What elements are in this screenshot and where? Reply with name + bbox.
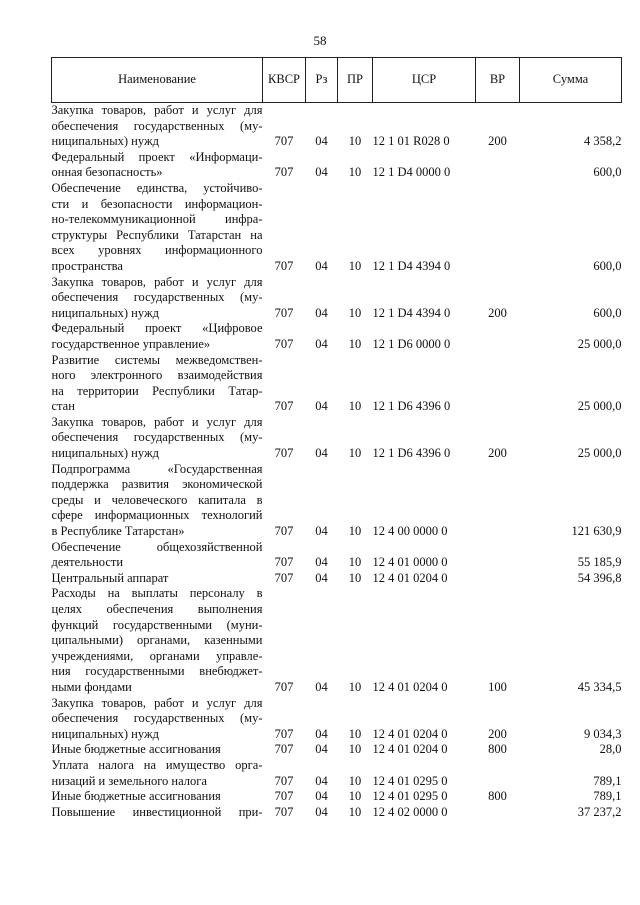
name-line: ния государственными внебюджет- — [51, 664, 263, 679]
table-row — [52, 415, 622, 462]
cell-rz: 04 — [315, 305, 328, 320]
cell-rz: 04 — [315, 742, 328, 757]
cell-pr: 10 — [348, 336, 362, 351]
table-header-row — [52, 58, 622, 103]
cell-csr: 12 4 01 0204 0 — [372, 570, 448, 585]
cell-csr: 12 1 D6 4396 0 — [372, 399, 451, 414]
name-line: на территории Республики Татар- — [51, 383, 263, 398]
cell-name — [52, 696, 263, 743]
cell-rz: 04 — [315, 804, 328, 819]
name-line: деятельности — [51, 555, 124, 570]
cell-kvsr: 707 — [274, 570, 294, 585]
name-line: обеспечения государственных (му- — [51, 118, 263, 133]
cell-csr: 12 4 01 0204 0 — [372, 679, 448, 694]
cell-vr — [476, 181, 520, 275]
name-line: но-телекоммуникационной инфра- — [51, 212, 263, 227]
cell-name — [52, 150, 263, 181]
name-line: обеспечения государственных (му- — [51, 290, 263, 305]
cell-name — [52, 353, 263, 415]
cell-vr — [476, 571, 520, 587]
name-line: в Республике Татарстан» — [51, 524, 185, 539]
cell-vr — [476, 353, 520, 415]
cell-rz: 04 — [315, 555, 328, 570]
cell-kvsr: 707 — [274, 742, 294, 757]
name-line: Закупка товаров, работ и услуг для — [51, 695, 263, 710]
name-line: Иные бюджетные ассигнования — [51, 789, 221, 804]
cell-rz: 04 — [315, 258, 328, 273]
cell-sum: 789,1 — [593, 773, 622, 788]
cell-csr: 12 4 02 0000 0 — [372, 804, 448, 819]
cell-name — [52, 805, 263, 821]
cell-name — [52, 586, 263, 695]
cell-vr — [476, 758, 520, 789]
table-row — [52, 758, 622, 789]
cell-csr: 12 1 D4 4394 0 — [372, 305, 451, 320]
name-line: всех уровнях информационного — [51, 243, 263, 258]
cell-kvsr: 707 — [274, 258, 294, 273]
cell-rz: 04 — [315, 789, 328, 804]
name-line: Центральный аппарат — [51, 570, 169, 585]
cell-vr: 800 — [488, 789, 507, 804]
cell-sum: 600,0 — [593, 258, 622, 273]
cell-kvsr: 707 — [274, 773, 294, 788]
name-line: ципальными) органами, казенными — [51, 633, 263, 648]
cell-pr: 10 — [348, 804, 362, 819]
name-line: Федеральный проект «Цифровое — [51, 321, 263, 336]
table-row — [52, 789, 622, 805]
cell-name — [52, 415, 263, 462]
header-vr: ВР — [476, 58, 520, 103]
header-sum: Сумма — [520, 58, 622, 103]
name-line: учреждениями, органами управле- — [51, 648, 263, 663]
cell-pr: 10 — [348, 789, 362, 804]
table-row — [52, 150, 622, 181]
cell-kvsr: 707 — [274, 789, 294, 804]
cell-pr: 10 — [348, 679, 362, 694]
table-row — [52, 742, 622, 758]
cell-kvsr: 707 — [274, 165, 294, 180]
cell-csr: 12 4 01 0204 0 — [372, 726, 448, 741]
name-line: онная безопасность» — [51, 165, 163, 180]
cell-sum: 55 185,9 — [577, 555, 622, 570]
cell-rz: 04 — [315, 165, 328, 180]
table-row — [52, 696, 622, 743]
cell-sum: 600,0 — [593, 305, 622, 320]
table-row — [52, 540, 622, 571]
cell-csr: 12 4 01 0295 0 — [372, 773, 448, 788]
cell-pr: 10 — [348, 399, 362, 414]
cell-csr: 12 1 01 R028 0 — [372, 134, 450, 149]
cell-rz: 04 — [315, 446, 328, 461]
cell-sum: 37 237,2 — [577, 804, 622, 819]
cell-kvsr: 707 — [274, 555, 294, 570]
table-row — [52, 321, 622, 352]
name-line: Повышение инвестиционной при- — [51, 804, 263, 819]
cell-pr: 10 — [348, 570, 362, 585]
cell-kvsr: 707 — [274, 336, 294, 351]
cell-vr — [476, 540, 520, 571]
cell-pr: 10 — [348, 165, 362, 180]
name-line: Федеральный проект «Информаци- — [51, 149, 263, 164]
cell-csr: 12 1 D4 4394 0 — [372, 258, 451, 273]
cell-vr: 200 — [488, 305, 507, 320]
cell-csr: 12 1 D4 0000 0 — [372, 165, 451, 180]
table-row — [52, 571, 622, 587]
cell-name — [52, 103, 263, 150]
name-line: стан — [51, 399, 75, 414]
name-line: обеспечения государственных (му- — [51, 430, 263, 445]
name-line: Обеспечение общехозяйственной — [51, 539, 263, 554]
cell-sum: 25 000,0 — [577, 336, 622, 351]
header-pr: ПР — [338, 58, 373, 103]
cell-pr: 10 — [348, 134, 362, 149]
table-row — [52, 275, 622, 322]
cell-sum: 789,1 — [593, 789, 622, 804]
table-row — [52, 462, 622, 540]
cell-pr: 10 — [348, 258, 362, 273]
cell-sum: 4 358,2 — [584, 134, 622, 149]
cell-name — [52, 571, 263, 587]
name-line: ниципальных) нужд — [51, 446, 159, 461]
name-line: обеспечения государственных (му- — [51, 711, 263, 726]
name-line: структуры Республики Татарстан на — [51, 227, 263, 242]
table-row — [52, 805, 622, 821]
name-line: ниципальных) нужд — [51, 134, 159, 149]
cell-kvsr: 707 — [274, 679, 294, 694]
cell-rz: 04 — [315, 726, 328, 741]
cell-rz: 04 — [315, 773, 328, 788]
cell-vr — [476, 150, 520, 181]
cell-csr: 12 1 D6 0000 0 — [372, 336, 451, 351]
cell-rz: 04 — [315, 336, 328, 351]
cell-name — [52, 758, 263, 789]
cell-sum: 25 000,0 — [577, 446, 622, 461]
cell-name — [52, 181, 263, 275]
name-line: низаций и земельного налога — [51, 773, 207, 788]
cell-csr: 12 1 D6 4396 0 — [372, 446, 451, 461]
cell-sum: 9 034,3 — [584, 726, 622, 741]
name-line: пространства — [51, 258, 123, 273]
name-line: среды и человеческого капитала в — [51, 492, 263, 507]
name-line: ного электронного взаимодействия — [51, 368, 263, 383]
cell-kvsr: 707 — [274, 134, 294, 149]
cell-vr: 200 — [488, 134, 507, 149]
cell-pr: 10 — [348, 524, 362, 539]
name-line: Обеспечение единства, устойчиво- — [51, 180, 263, 195]
header-csr: ЦСР — [373, 58, 476, 103]
cell-vr: 800 — [488, 742, 507, 757]
cell-name — [52, 275, 263, 322]
cell-sum: 25 000,0 — [577, 399, 622, 414]
name-line: поддержка развития экономической — [51, 477, 263, 492]
name-line: ниципальных) нужд — [51, 726, 159, 741]
header-kvsr: КВСР — [263, 58, 306, 103]
table-row — [52, 353, 622, 415]
cell-sum: 121 630,9 — [571, 524, 622, 539]
name-line: Расходы на выплаты персоналу в — [51, 586, 263, 601]
cell-pr: 10 — [348, 305, 362, 320]
cell-name — [52, 742, 263, 758]
cell-rz: 04 — [315, 399, 328, 414]
cell-sum: 28,0 — [599, 742, 622, 757]
cell-vr — [476, 462, 520, 540]
cell-pr: 10 — [348, 742, 362, 757]
name-line: ниципальных) нужд — [51, 305, 159, 320]
cell-pr: 10 — [348, 446, 362, 461]
cell-kvsr: 707 — [274, 726, 294, 741]
name-line: Закупка товаров, работ и услуг для — [51, 103, 263, 117]
header-rz: Рз — [306, 58, 338, 103]
cell-vr: 100 — [488, 679, 507, 694]
cell-kvsr: 707 — [274, 524, 294, 539]
cell-kvsr: 707 — [274, 804, 294, 819]
cell-rz: 04 — [315, 134, 328, 149]
cell-name — [52, 540, 263, 571]
cell-csr: 12 4 01 0000 0 — [372, 555, 448, 570]
cell-rz: 04 — [315, 570, 328, 585]
name-line: целях обеспечения выполнения — [51, 602, 263, 616]
cell-pr: 10 — [348, 555, 362, 570]
name-line: Уплата налога на имущество орга- — [51, 757, 263, 772]
header-name: Наименование — [52, 58, 263, 103]
page-number: 58 — [313, 33, 327, 48]
table-body — [52, 103, 622, 821]
cell-csr: 12 4 00 0000 0 — [372, 524, 448, 539]
name-line: Развитие системы межведомствен- — [51, 352, 263, 367]
cell-name — [52, 462, 263, 540]
name-line: сти и безопасности информацион- — [51, 196, 263, 211]
name-line: функций государственными (муни- — [51, 617, 263, 632]
cell-pr: 10 — [348, 726, 362, 741]
cell-vr: 200 — [488, 446, 507, 461]
cell-rz: 04 — [315, 679, 328, 694]
table-row — [52, 103, 622, 150]
cell-sum: 600,0 — [593, 165, 622, 180]
cell-name — [52, 321, 263, 352]
name-line: сфере информационных технологий — [51, 508, 263, 523]
table-row — [52, 586, 622, 695]
cell-csr: 12 4 01 0295 0 — [372, 789, 448, 804]
budget-table — [51, 57, 622, 820]
name-line: ными фондами — [51, 679, 132, 694]
name-line: государственное управление» — [51, 336, 211, 351]
name-line: Иные бюджетные ассигнования — [51, 742, 221, 757]
cell-rz: 04 — [315, 524, 328, 539]
cell-kvsr: 707 — [274, 305, 294, 320]
table-row — [52, 181, 622, 275]
cell-pr: 10 — [348, 773, 362, 788]
name-line: Закупка товаров, работ и услуг для — [51, 274, 263, 289]
cell-name — [52, 789, 263, 805]
name-line: Закупка товаров, работ и услуг для — [51, 414, 263, 429]
cell-sum: 54 396,8 — [577, 570, 622, 585]
name-line: Подпрограмма «Государственная — [51, 461, 263, 476]
cell-kvsr: 707 — [274, 446, 294, 461]
cell-vr — [476, 805, 520, 821]
cell-vr: 200 — [488, 726, 507, 741]
cell-csr: 12 4 01 0204 0 — [372, 742, 448, 757]
cell-sum: 45 334,5 — [577, 679, 622, 694]
cell-vr — [476, 321, 520, 352]
cell-kvsr: 707 — [274, 399, 294, 414]
